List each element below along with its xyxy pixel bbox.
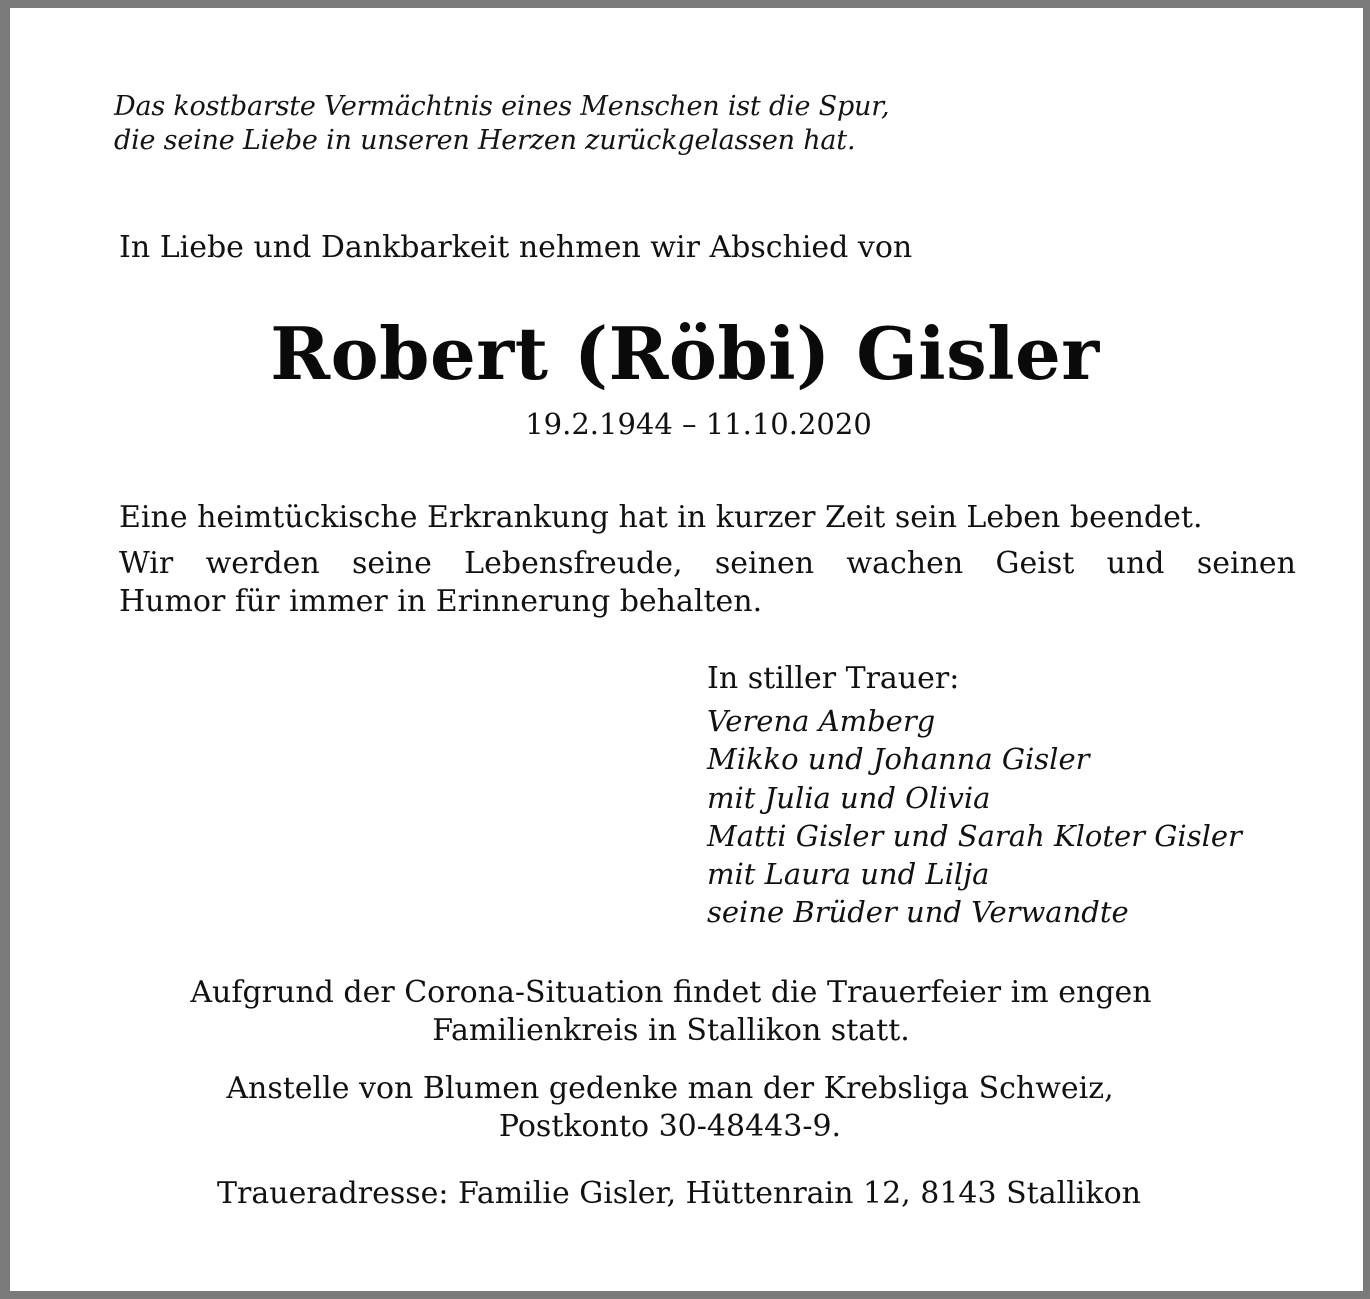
donation-line-1: Anstelle von Blumen gedenke man der Krebsliga Schweiz,: [226, 1071, 1114, 1106]
donation-notice: [0, 1070, 1340, 1146]
corona-notice: [0, 974, 1342, 1050]
motto-quote: [114, 90, 889, 158]
motto-line-1: Das kostbarste Vermächtnis eines Menschen ist die Spur,: [114, 91, 890, 122]
mourner-name: seine Brüder und Verwandte: [707, 895, 1129, 930]
corona-line-1: Aufgrund der Corona-Situation findet die Trauerfeier im engen: [190, 975, 1152, 1010]
intro-text: In Liebe und Dankbarkeit nehmen wir Abschied von: [119, 230, 913, 265]
motto-line-2: die seine Liebe in unseren Herzen zurückgelassen hat.: [114, 125, 856, 156]
donation-line-2: Postkonto 30-48443-9.: [498, 1109, 842, 1144]
message-line-1: Eine heimtückische Erkrankung hat in kurzer Zeit sein Leben beendet.: [119, 500, 1203, 535]
mourner-name: mit Laura und Lilja: [707, 857, 990, 892]
mourner-name: Matti Gisler und Sarah Kloter Gisler: [707, 818, 1242, 853]
message-paragraph: [119, 545, 1296, 621]
life-dates: 19.2.1944 – 11.10.2020: [525, 407, 872, 441]
deceased-name: Robert (Röbi) Gisler: [270, 311, 1100, 396]
address-line: Traueradresse: Familie Gisler, Hüttenrain 12, 8143 Stallikon: [217, 1176, 1141, 1211]
mourners-list: [707, 702, 1242, 932]
corona-line-2: Familienkreis in Stallikon statt.: [432, 1013, 910, 1048]
message-line-2: Wir werden seine Lebensfreude, seinen wachen Geist und seinen: [119, 546, 1296, 581]
mourning-address: [0, 1175, 1358, 1213]
mourner-name: Mikko und Johanna Gisler: [707, 742, 1090, 777]
mourner-name: Verena Amberg: [707, 704, 936, 738]
mourners-label: In stiller Trauer:: [707, 661, 960, 696]
mourner-name: mit Julia und Olivia: [707, 780, 991, 815]
mourners-block: [707, 658, 1242, 932]
message-line-3: Humor für immer in Erinnerung behalten.: [119, 584, 763, 619]
